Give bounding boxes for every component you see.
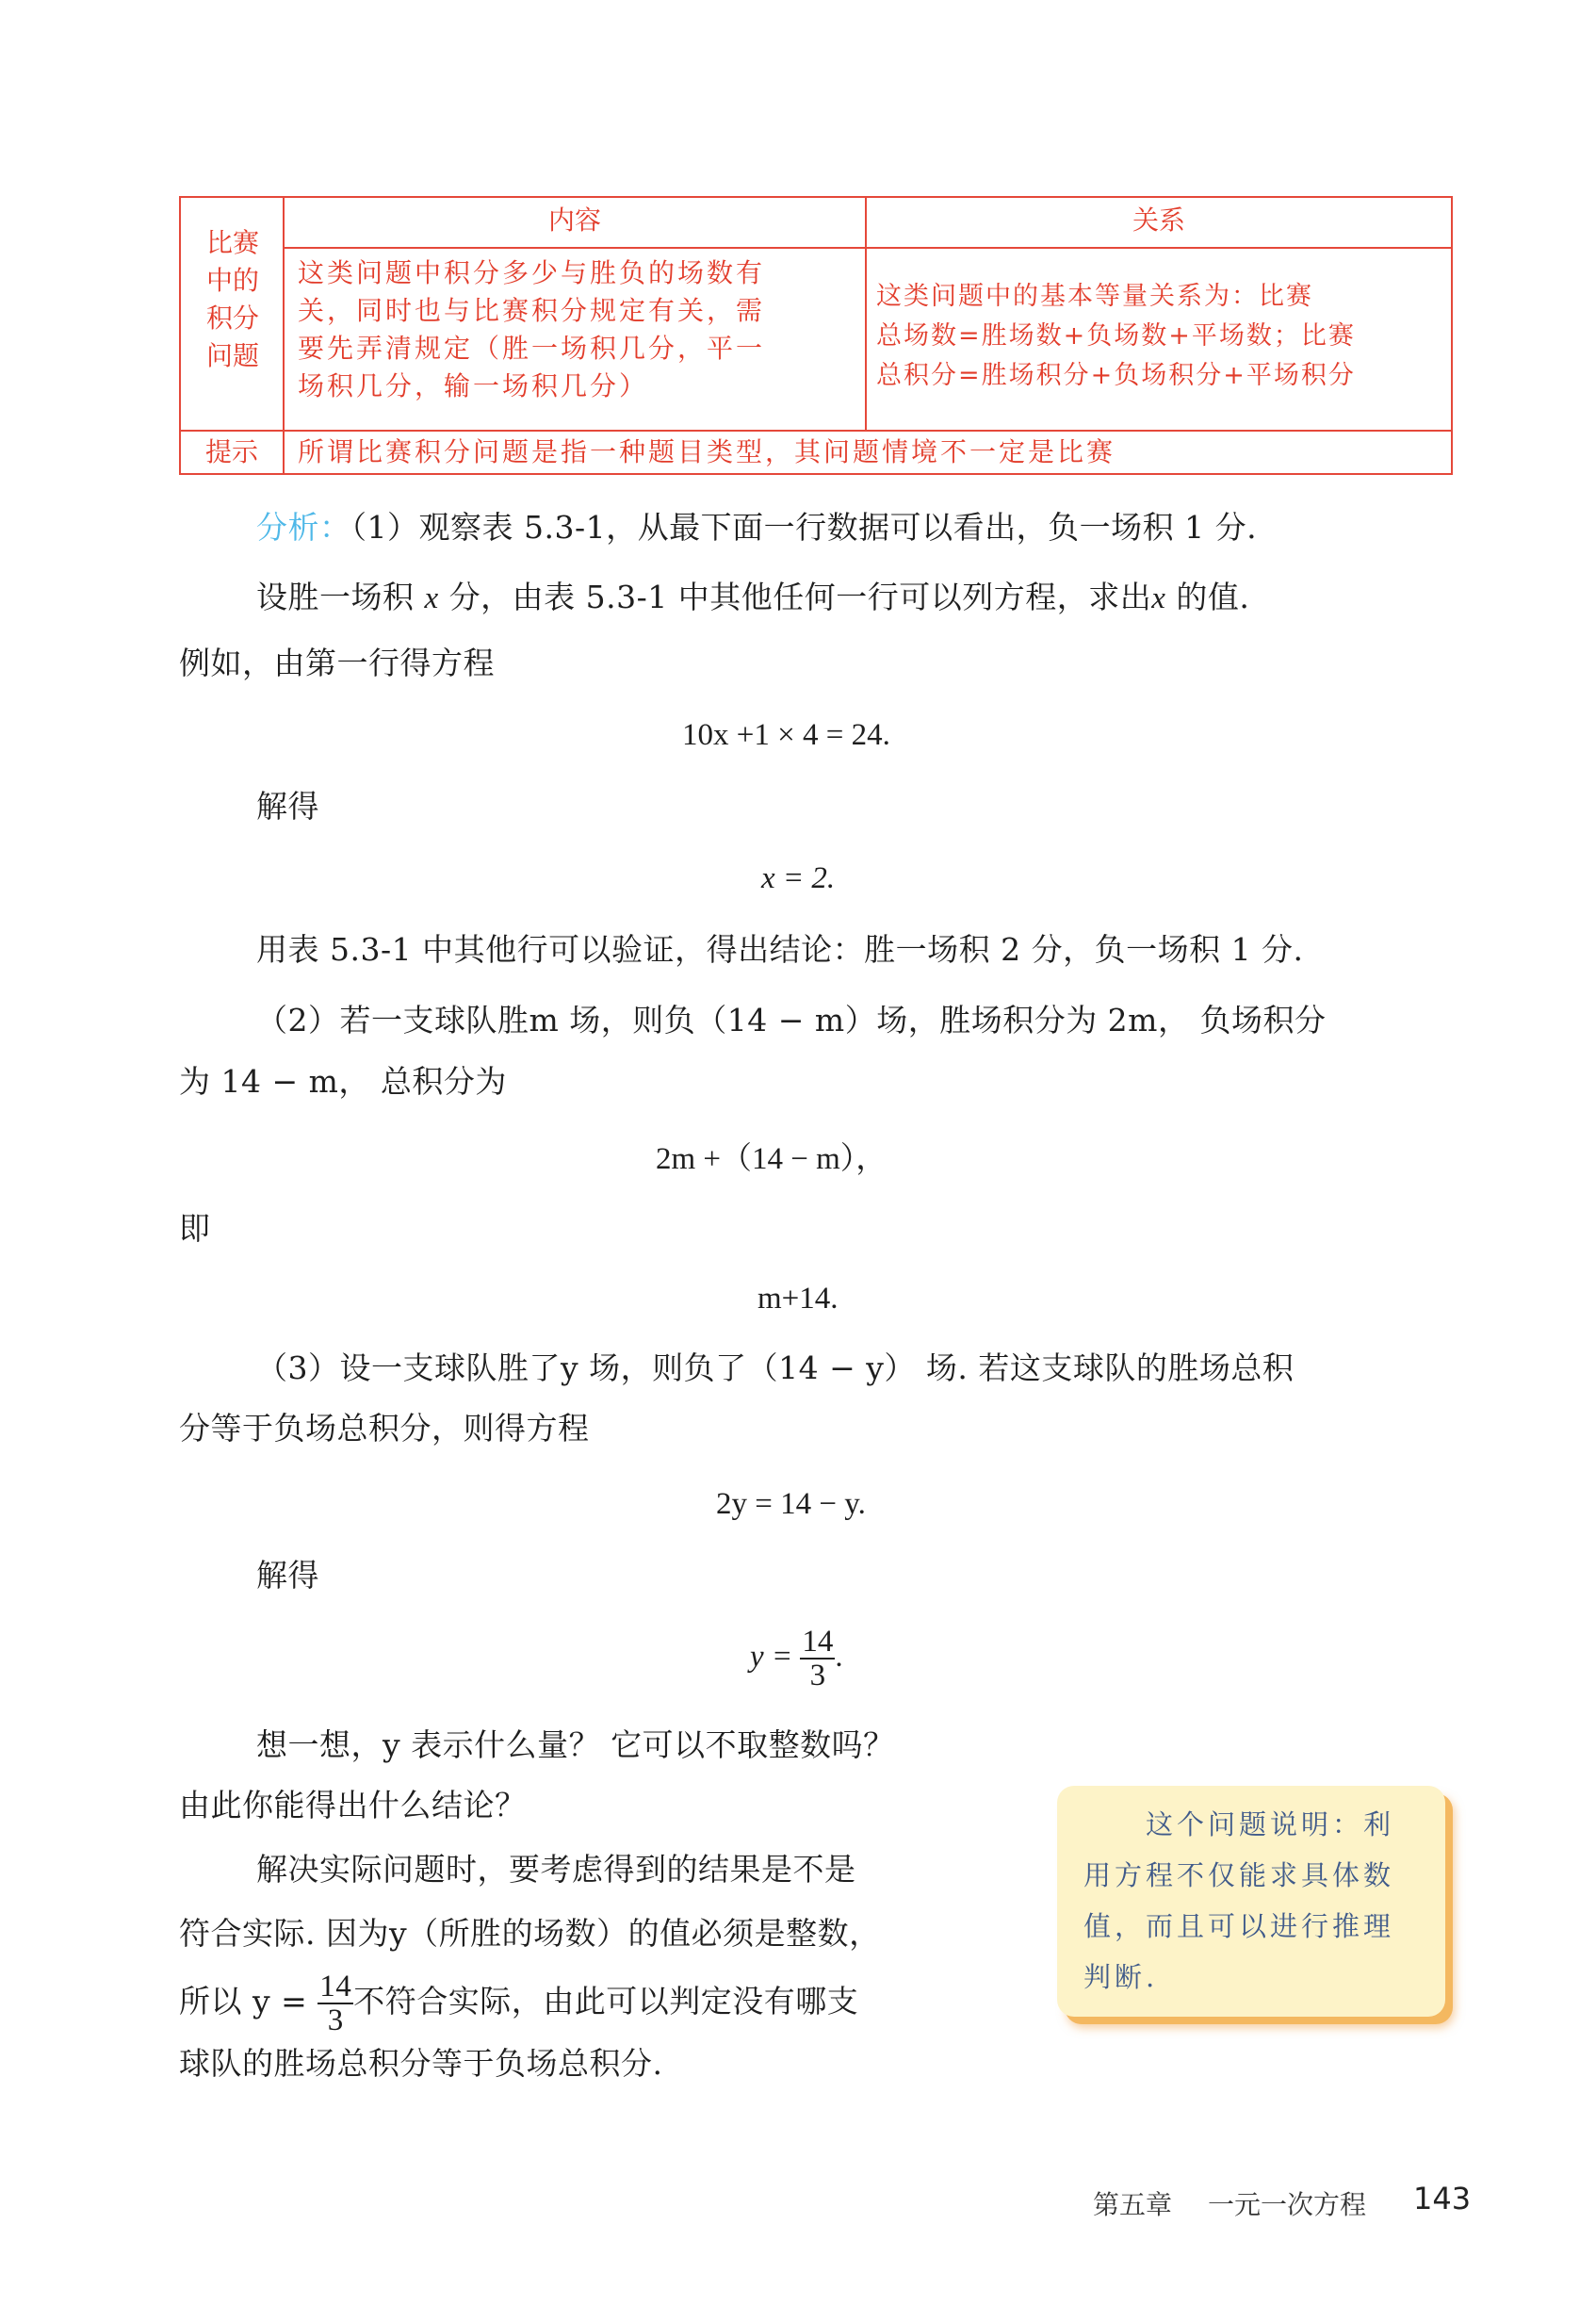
hint-text: 所谓比赛积分问题是指一种题目类型，其问题情境不一定是比赛 <box>298 436 1116 467</box>
think-question-2: 由此你能得出什么结论？ <box>179 1787 527 1823</box>
conclusion-p3 <box>179 1970 858 2036</box>
analysis-p3: 例如，由第一行得方程 <box>179 645 495 681</box>
fraction <box>318 1970 353 2036</box>
hint-label: 提示 <box>204 436 258 467</box>
content-line: 要先弄清规定（胜一场积几分，平一 <box>298 333 766 364</box>
text: 分，由表 5.3-1 中其他任何一行可以列方程，求出 <box>438 579 1152 615</box>
text: （1）观察表 5.3-1，从最下面一行数据可以看出，负一场积 1 分. <box>350 509 1258 546</box>
content-line: 关，同时也与比赛积分规定有关，需 <box>298 295 766 326</box>
row-label-line: 积分 <box>205 303 259 334</box>
header-content: 内容 <box>547 204 601 236</box>
equation-6 <box>750 1625 843 1692</box>
ji-label: 即 <box>179 1210 211 1247</box>
page-number: 143 <box>1413 2181 1472 2216</box>
text: 不符合实际，由此可以判定没有哪支 <box>353 1983 859 2019</box>
summary-table <box>179 196 1453 475</box>
side-note <box>1057 1786 1445 2017</box>
solve-label-2: 解得 <box>256 1557 319 1594</box>
note-line: 判断. <box>1083 1961 1159 1993</box>
analysis-p4: 用表 5.3-1 中其他行可以验证，得出结论：胜一场积 2 分，负一场积 1 分. <box>256 931 1304 968</box>
header-relation: 关系 <box>1132 204 1185 236</box>
text: . <box>835 1640 843 1674</box>
relation-line: 总场数=胜场数+负场数+平场数；比赛 <box>876 321 1356 351</box>
row-label <box>181 224 285 375</box>
relation-line: 总积分=胜场积分+负场积分+平场积分 <box>876 361 1356 390</box>
table-divider <box>283 432 285 473</box>
table-divider <box>181 430 1451 432</box>
analysis-p7: （3）设一支球队胜了y 场，则负了（14 − y） 场. 若这支球队的胜场总积 <box>256 1349 1295 1386</box>
conclusion-p1: 解决实际问题时，要考虑得到的结果是不是 <box>256 1851 856 1888</box>
text: y = <box>750 1640 801 1674</box>
variable: x <box>1151 581 1166 615</box>
text: 设胜一场积 <box>256 579 425 615</box>
note-line: 值，而且可以进行推理 <box>1083 1910 1395 1942</box>
analysis-p2 <box>256 579 1249 617</box>
numerator: 14 <box>802 1625 834 1660</box>
analysis-p5: （2）若一支球队胜m 场，则负（14 − m）场，胜场积分为 2m， 负场积分 <box>256 1002 1327 1038</box>
solve-label-1: 解得 <box>256 788 319 825</box>
relation-cell <box>876 277 1451 396</box>
variable: x <box>424 581 439 615</box>
text: 的值. <box>1165 579 1250 615</box>
row-label-line: 比赛 <box>205 227 259 258</box>
row-label-line: 问题 <box>205 340 259 371</box>
relation-line: 这类问题中的基本等量关系为：比赛 <box>876 282 1313 311</box>
content-line: 这类问题中积分多少与胜负的场数有 <box>298 257 766 288</box>
conclusion-p4: 球队的胜场总积分等于负场总积分. <box>179 2045 663 2082</box>
text: 所以 y = <box>179 1983 318 2019</box>
table-divider <box>283 247 1451 249</box>
equation-5: 2y = 14 − y. <box>716 1487 866 1521</box>
note-line: 用方程不仅能求具体数 <box>1083 1859 1395 1891</box>
denominator: 3 <box>809 1659 826 1693</box>
equation-4: m+14. <box>757 1282 839 1316</box>
note-line: 这个问题说明：利 <box>1083 1808 1395 1840</box>
fraction <box>800 1626 835 1692</box>
conclusion-p2: 符合实际. 因为y（所胜的场数）的值必须是整数， <box>179 1915 881 1952</box>
analysis-label: 分析： <box>256 509 351 546</box>
analysis-p8: 分等于负场总积分，则得方程 <box>179 1410 590 1447</box>
equation-3: 2m +（14 − m）， <box>656 1142 888 1176</box>
think-question-1: 想一想，y 表示什么量？ 它可以不取整数吗？ <box>256 1726 895 1763</box>
content-line: 场积几分，输一场积几分） <box>298 370 649 401</box>
analysis-p1 <box>256 509 1257 547</box>
equation-2: x = 2. <box>761 861 836 895</box>
row-label-line: 中的 <box>205 265 259 296</box>
footer-chapter: 第五章 <box>1093 2189 1173 2220</box>
footer-title: 一元一次方程 <box>1208 2189 1367 2220</box>
analysis-p6: 为 14 − m， 总积分为 <box>179 1063 507 1100</box>
denominator: 3 <box>327 2003 344 2037</box>
equation-1: 10x +1 × 4 = 24. <box>682 718 890 752</box>
numerator: 14 <box>319 1970 352 2003</box>
content-cell <box>298 254 863 405</box>
